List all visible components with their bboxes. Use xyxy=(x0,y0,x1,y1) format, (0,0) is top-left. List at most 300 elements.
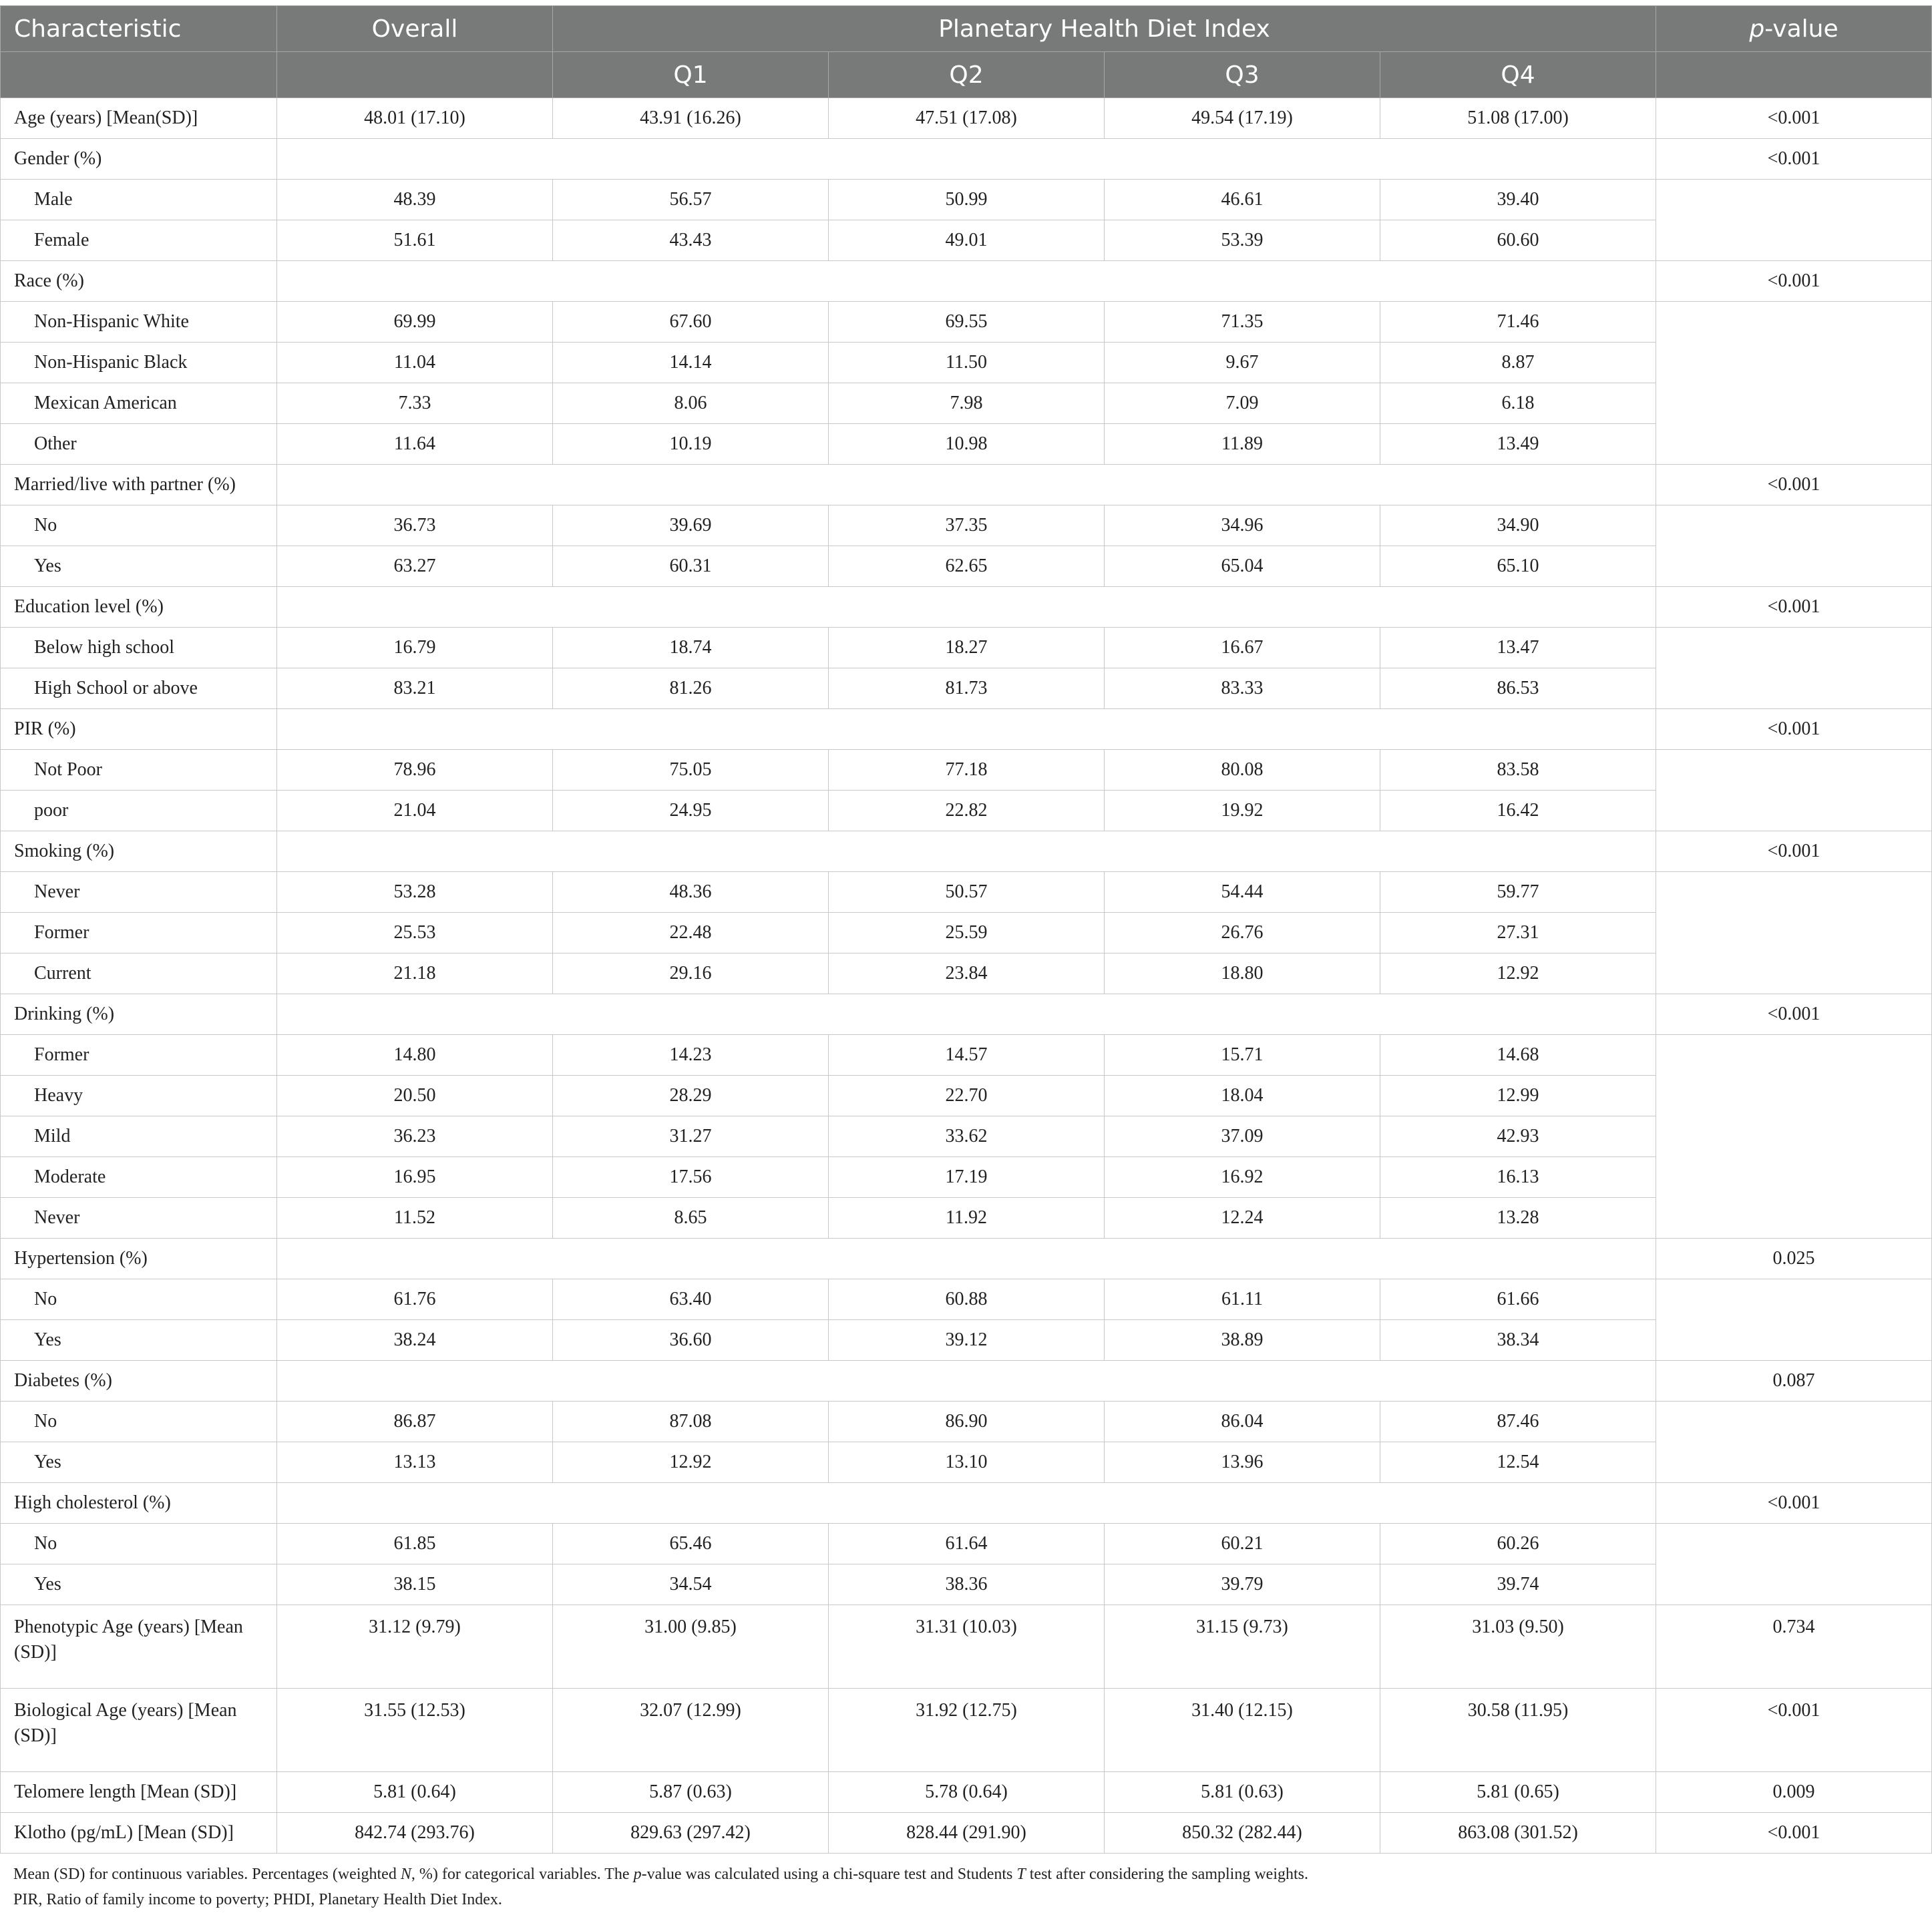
header-blank-2 xyxy=(277,52,553,98)
group-row xyxy=(1,709,1932,750)
group-blank-cell xyxy=(277,1239,1656,1279)
q3-cell: 12.24 xyxy=(1105,1198,1380,1239)
q4-cell: 6.18 xyxy=(1380,383,1656,424)
q4-cell: 86.53 xyxy=(1380,668,1656,709)
header-q4: Q4 xyxy=(1380,52,1656,98)
overall-cell: 63.27 xyxy=(277,546,553,587)
q3-cell: 19.92 xyxy=(1105,791,1380,831)
q1-cell: 63.40 xyxy=(553,1279,829,1320)
q1-cell: 8.06 xyxy=(553,383,829,424)
row-label: Moderate xyxy=(1,1157,277,1198)
row-label: Male xyxy=(1,180,277,220)
q4-cell: 12.54 xyxy=(1380,1442,1656,1483)
q2-cell: 25.59 xyxy=(829,913,1105,953)
q2-cell: 60.88 xyxy=(829,1279,1105,1320)
table-row xyxy=(1,1564,1932,1605)
q1-cell: 14.23 xyxy=(553,1035,829,1076)
q4-cell: 13.47 xyxy=(1380,628,1656,668)
row-label: Age (years) [Mean(SD)] xyxy=(1,98,277,139)
table-row xyxy=(1,220,1932,261)
q2-cell: 18.27 xyxy=(829,628,1105,668)
table-row xyxy=(1,424,1932,465)
q2-cell: 49.01 xyxy=(829,220,1105,261)
q1-cell: 5.87 (0.63) xyxy=(553,1772,829,1813)
p-value-cell: <0.001 xyxy=(1656,994,1932,1035)
q1-cell: 34.54 xyxy=(553,1564,829,1605)
q4-cell: 38.34 xyxy=(1380,1320,1656,1361)
group-blank-cell xyxy=(277,1483,1656,1524)
q2-cell: 828.44 (291.90) xyxy=(829,1813,1105,1854)
header-row-1 xyxy=(1,6,1932,52)
table-row xyxy=(1,913,1932,953)
q1-cell: 14.14 xyxy=(553,343,829,383)
table-row xyxy=(1,1524,1932,1564)
table-row xyxy=(1,628,1932,668)
q1-cell: 12.92 xyxy=(553,1442,829,1483)
overall-cell: 51.61 xyxy=(277,220,553,261)
q3-cell: 5.81 (0.63) xyxy=(1105,1772,1380,1813)
table-body xyxy=(1,98,1932,1854)
p-value-blank xyxy=(1656,1524,1932,1605)
footnote-italic-p: p xyxy=(634,1866,642,1883)
row-label: No xyxy=(1,1279,277,1320)
row-label: Female xyxy=(1,220,277,261)
q1-cell: 32.07 (12.99) xyxy=(553,1689,829,1772)
row-label: High cholesterol (%) xyxy=(1,1483,277,1524)
q1-cell: 31.00 (9.85) xyxy=(553,1605,829,1689)
q3-cell: 850.32 (282.44) xyxy=(1105,1813,1380,1854)
q3-cell: 37.09 xyxy=(1105,1116,1380,1157)
q4-cell: 59.77 xyxy=(1380,872,1656,913)
footnote-italic-t: T xyxy=(1016,1866,1025,1883)
q2-cell: 77.18 xyxy=(829,750,1105,791)
footnote-text: test after considering the sampling weights. xyxy=(1026,1866,1308,1883)
p-value-blank xyxy=(1656,302,1932,465)
q4-cell: 8.87 xyxy=(1380,343,1656,383)
overall-cell: 69.99 xyxy=(277,302,553,343)
q2-cell: 38.36 xyxy=(829,1564,1105,1605)
q3-cell: 16.92 xyxy=(1105,1157,1380,1198)
q1-cell: 28.29 xyxy=(553,1076,829,1116)
q3-cell: 31.15 (9.73) xyxy=(1105,1605,1380,1689)
header-row-2 xyxy=(1,52,1932,98)
row-label: Yes xyxy=(1,1442,277,1483)
q3-cell: 39.79 xyxy=(1105,1564,1380,1605)
header-overall: Overall xyxy=(277,6,553,52)
q1-cell: 43.91 (16.26) xyxy=(553,98,829,139)
overall-cell: 61.85 xyxy=(277,1524,553,1564)
q4-cell: 863.08 (301.52) xyxy=(1380,1813,1656,1854)
q4-cell: 34.90 xyxy=(1380,505,1656,546)
overall-cell: 14.80 xyxy=(277,1035,553,1076)
table-row xyxy=(1,546,1932,587)
row-label: Married/live with partner (%) xyxy=(1,465,277,505)
overall-cell: 7.33 xyxy=(277,383,553,424)
q4-cell: 16.13 xyxy=(1380,1157,1656,1198)
row-label: High School or above xyxy=(1,668,277,709)
row-label: Other xyxy=(1,424,277,465)
group-row xyxy=(1,465,1932,505)
q3-cell: 11.89 xyxy=(1105,424,1380,465)
row-label: Former xyxy=(1,913,277,953)
q3-cell: 18.04 xyxy=(1105,1076,1380,1116)
q3-cell: 15.71 xyxy=(1105,1035,1380,1076)
q3-cell: 71.35 xyxy=(1105,302,1380,343)
q2-cell: 47.51 (17.08) xyxy=(829,98,1105,139)
table-row xyxy=(1,1279,1932,1320)
footnote-text: -value was calculated using a chi-square test and Students xyxy=(642,1866,1017,1883)
overall-cell: 20.50 xyxy=(277,1076,553,1116)
q2-cell: 14.57 xyxy=(829,1035,1105,1076)
header-q3: Q3 xyxy=(1105,52,1380,98)
footnote-text: Mean (SD) for continuous variables. Percentages (weighted xyxy=(13,1866,401,1883)
row-label: Hypertension (%) xyxy=(1,1239,277,1279)
footnote-text: , %) for categorical variables. The xyxy=(411,1866,634,1883)
overall-cell: 78.96 xyxy=(277,750,553,791)
overall-cell: 21.18 xyxy=(277,953,553,994)
q4-cell: 61.66 xyxy=(1380,1279,1656,1320)
row-label: No xyxy=(1,1402,277,1442)
header-p-value xyxy=(1656,6,1932,52)
overall-cell: 61.76 xyxy=(277,1279,553,1320)
q4-cell: 13.49 xyxy=(1380,424,1656,465)
p-value-cell: <0.001 xyxy=(1656,261,1932,302)
q4-cell: 12.99 xyxy=(1380,1076,1656,1116)
overall-cell: 48.39 xyxy=(277,180,553,220)
p-value-blank xyxy=(1656,180,1932,261)
p-value-cell: <0.001 xyxy=(1656,1483,1932,1524)
group-row xyxy=(1,1483,1932,1524)
p-value-cell: <0.001 xyxy=(1656,98,1932,139)
footnote-italic-n: N xyxy=(401,1866,411,1883)
group-blank-cell xyxy=(277,709,1656,750)
header-q2: Q2 xyxy=(829,52,1105,98)
q2-cell: 11.50 xyxy=(829,343,1105,383)
overall-cell: 31.55 (12.53) xyxy=(277,1689,553,1772)
q3-cell: 31.40 (12.15) xyxy=(1105,1689,1380,1772)
row-label: Mild xyxy=(1,1116,277,1157)
overall-cell: 86.87 xyxy=(277,1402,553,1442)
table-row xyxy=(1,1402,1932,1442)
q2-cell: 33.62 xyxy=(829,1116,1105,1157)
q1-cell: 81.26 xyxy=(553,668,829,709)
q2-cell: 37.35 xyxy=(829,505,1105,546)
q2-cell: 39.12 xyxy=(829,1320,1105,1361)
q4-cell: 13.28 xyxy=(1380,1198,1656,1239)
row-label: Smoking (%) xyxy=(1,831,277,872)
footnote-line-1 xyxy=(13,1862,1919,1887)
p-value-cell: <0.001 xyxy=(1656,831,1932,872)
q2-cell: 31.31 (10.03) xyxy=(829,1605,1105,1689)
table-row xyxy=(1,791,1932,831)
row-label: Current xyxy=(1,953,277,994)
p-value-cell: <0.001 xyxy=(1656,709,1932,750)
row-label: Former xyxy=(1,1035,277,1076)
table-row xyxy=(1,343,1932,383)
q1-cell: 48.36 xyxy=(553,872,829,913)
q2-cell: 61.64 xyxy=(829,1524,1105,1564)
row-label: Klotho (pg/mL) [Mean (SD)] xyxy=(1,1813,277,1854)
group-blank-cell xyxy=(277,994,1656,1035)
group-row xyxy=(1,261,1932,302)
q3-cell: 7.09 xyxy=(1105,383,1380,424)
q4-cell: 12.92 xyxy=(1380,953,1656,994)
header-q1: Q1 xyxy=(553,52,829,98)
table-row xyxy=(1,98,1932,139)
q4-cell: 5.81 (0.65) xyxy=(1380,1772,1656,1813)
characteristics-table xyxy=(0,5,1932,1854)
q1-cell: 87.08 xyxy=(553,1402,829,1442)
table-row xyxy=(1,383,1932,424)
q2-cell: 13.10 xyxy=(829,1442,1105,1483)
row-label: Never xyxy=(1,872,277,913)
q1-cell: 60.31 xyxy=(553,546,829,587)
overall-cell: 13.13 xyxy=(277,1442,553,1483)
p-value-blank xyxy=(1656,505,1932,587)
row-label: Diabetes (%) xyxy=(1,1361,277,1402)
overall-cell: 36.23 xyxy=(277,1116,553,1157)
q4-cell: 14.68 xyxy=(1380,1035,1656,1076)
table-row xyxy=(1,1076,1932,1116)
p-value-cell: <0.001 xyxy=(1656,465,1932,505)
q4-cell: 71.46 xyxy=(1380,302,1656,343)
q4-cell: 42.93 xyxy=(1380,1116,1656,1157)
group-blank-cell xyxy=(277,261,1656,302)
q3-cell: 53.39 xyxy=(1105,220,1380,261)
row-label: No xyxy=(1,1524,277,1564)
q2-cell: 31.92 (12.75) xyxy=(829,1689,1105,1772)
q4-cell: 27.31 xyxy=(1380,913,1656,953)
q2-cell: 86.90 xyxy=(829,1402,1105,1442)
row-label: Yes xyxy=(1,1320,277,1361)
p-value-blank xyxy=(1656,1279,1932,1361)
p-value-cell: <0.001 xyxy=(1656,139,1932,180)
row-label: Heavy xyxy=(1,1076,277,1116)
row-label: Education level (%) xyxy=(1,587,277,628)
overall-cell: 83.21 xyxy=(277,668,553,709)
q1-cell: 10.19 xyxy=(553,424,829,465)
p-value-blank xyxy=(1656,1402,1932,1483)
row-label: Yes xyxy=(1,1564,277,1605)
row-label: Non-Hispanic Black xyxy=(1,343,277,383)
header-characteristic: Characteristic xyxy=(1,6,277,52)
q3-cell: 65.04 xyxy=(1105,546,1380,587)
row-label: Biological Age (years) [Mean (SD)] xyxy=(1,1689,277,1772)
table-row xyxy=(1,668,1932,709)
q3-cell: 16.67 xyxy=(1105,628,1380,668)
table-row xyxy=(1,1605,1932,1689)
q4-cell: 65.10 xyxy=(1380,546,1656,587)
p-value-cell: 0.025 xyxy=(1656,1239,1932,1279)
p-value-cell: 0.009 xyxy=(1656,1772,1932,1813)
overall-cell: 38.24 xyxy=(277,1320,553,1361)
q3-cell: 49.54 (17.19) xyxy=(1105,98,1380,139)
q4-cell: 60.60 xyxy=(1380,220,1656,261)
table-row xyxy=(1,505,1932,546)
q4-cell: 83.58 xyxy=(1380,750,1656,791)
q1-cell: 65.46 xyxy=(553,1524,829,1564)
q1-cell: 22.48 xyxy=(553,913,829,953)
q4-cell: 39.40 xyxy=(1380,180,1656,220)
overall-cell: 31.12 (9.79) xyxy=(277,1605,553,1689)
q1-cell: 56.57 xyxy=(553,180,829,220)
q1-cell: 39.69 xyxy=(553,505,829,546)
q1-cell: 75.05 xyxy=(553,750,829,791)
table-row xyxy=(1,1689,1932,1772)
group-blank-cell xyxy=(277,465,1656,505)
q2-cell: 17.19 xyxy=(829,1157,1105,1198)
q3-cell: 34.96 xyxy=(1105,505,1380,546)
header-blank-1 xyxy=(1,52,277,98)
row-label: Below high school xyxy=(1,628,277,668)
group-blank-cell xyxy=(277,1361,1656,1402)
p-value-cell: <0.001 xyxy=(1656,587,1932,628)
row-label: Mexican American xyxy=(1,383,277,424)
group-blank-cell xyxy=(277,139,1656,180)
q1-cell: 829.63 (297.42) xyxy=(553,1813,829,1854)
q1-cell: 67.60 xyxy=(553,302,829,343)
q2-cell: 22.70 xyxy=(829,1076,1105,1116)
q2-cell: 22.82 xyxy=(829,791,1105,831)
overall-cell: 11.64 xyxy=(277,424,553,465)
p-value-cell: <0.001 xyxy=(1656,1813,1932,1854)
q2-cell: 69.55 xyxy=(829,302,1105,343)
header-blank-3 xyxy=(1656,52,1932,98)
table-row xyxy=(1,1442,1932,1483)
table-row xyxy=(1,180,1932,220)
row-label: PIR (%) xyxy=(1,709,277,750)
group-row xyxy=(1,139,1932,180)
p-value-blank xyxy=(1656,628,1932,709)
table-row xyxy=(1,872,1932,913)
overall-cell: 11.52 xyxy=(277,1198,553,1239)
row-label: Never xyxy=(1,1198,277,1239)
overall-cell: 25.53 xyxy=(277,913,553,953)
row-label: Not Poor xyxy=(1,750,277,791)
q1-cell: 31.27 xyxy=(553,1116,829,1157)
header-p-italic: p xyxy=(1749,15,1764,43)
overall-cell: 36.73 xyxy=(277,505,553,546)
table-row xyxy=(1,1116,1932,1157)
row-label: Race (%) xyxy=(1,261,277,302)
q4-cell: 87.46 xyxy=(1380,1402,1656,1442)
q2-cell: 11.92 xyxy=(829,1198,1105,1239)
overall-cell: 53.28 xyxy=(277,872,553,913)
q4-cell: 16.42 xyxy=(1380,791,1656,831)
q3-cell: 61.11 xyxy=(1105,1279,1380,1320)
overall-cell: 842.74 (293.76) xyxy=(277,1813,553,1854)
group-row xyxy=(1,994,1932,1035)
group-blank-cell xyxy=(277,587,1656,628)
row-label: poor xyxy=(1,791,277,831)
q3-cell: 83.33 xyxy=(1105,668,1380,709)
q4-cell: 39.74 xyxy=(1380,1564,1656,1605)
q2-cell: 50.57 xyxy=(829,872,1105,913)
q2-cell: 5.78 (0.64) xyxy=(829,1772,1105,1813)
table-container xyxy=(0,5,1932,1913)
table-row xyxy=(1,1320,1932,1361)
p-value-blank xyxy=(1656,750,1932,831)
q3-cell: 9.67 xyxy=(1105,343,1380,383)
q4-cell: 31.03 (9.50) xyxy=(1380,1605,1656,1689)
group-row xyxy=(1,831,1932,872)
q3-cell: 13.96 xyxy=(1105,1442,1380,1483)
table-row xyxy=(1,1035,1932,1076)
row-label: Non-Hispanic White xyxy=(1,302,277,343)
table-row xyxy=(1,1157,1932,1198)
q3-cell: 60.21 xyxy=(1105,1524,1380,1564)
q2-cell: 62.65 xyxy=(829,546,1105,587)
p-value-blank xyxy=(1656,872,1932,994)
q3-cell: 86.04 xyxy=(1105,1402,1380,1442)
q3-cell: 26.76 xyxy=(1105,913,1380,953)
overall-cell: 38.15 xyxy=(277,1564,553,1605)
table-row xyxy=(1,1198,1932,1239)
q2-cell: 7.98 xyxy=(829,383,1105,424)
q3-cell: 80.08 xyxy=(1105,750,1380,791)
q3-cell: 54.44 xyxy=(1105,872,1380,913)
overall-cell: 16.95 xyxy=(277,1157,553,1198)
q3-cell: 18.80 xyxy=(1105,953,1380,994)
q3-cell: 46.61 xyxy=(1105,180,1380,220)
q1-cell: 18.74 xyxy=(553,628,829,668)
q1-cell: 43.43 xyxy=(553,220,829,261)
group-row xyxy=(1,1361,1932,1402)
overall-cell: 5.81 (0.64) xyxy=(277,1772,553,1813)
q4-cell: 51.08 (17.00) xyxy=(1380,98,1656,139)
row-label: Phenotypic Age (years) [Mean (SD)] xyxy=(1,1605,277,1689)
overall-cell: 21.04 xyxy=(277,791,553,831)
q2-cell: 81.73 xyxy=(829,668,1105,709)
q1-cell: 17.56 xyxy=(553,1157,829,1198)
group-blank-cell xyxy=(277,831,1656,872)
p-value-blank xyxy=(1656,1035,1932,1239)
overall-cell: 16.79 xyxy=(277,628,553,668)
row-label: Yes xyxy=(1,546,277,587)
q1-cell: 29.16 xyxy=(553,953,829,994)
q1-cell: 36.60 xyxy=(553,1320,829,1361)
q1-cell: 8.65 xyxy=(553,1198,829,1239)
header-p-suffix: -value xyxy=(1764,15,1838,43)
p-value-cell: <0.001 xyxy=(1656,1689,1932,1772)
overall-cell: 11.04 xyxy=(277,343,553,383)
row-label: Drinking (%) xyxy=(1,994,277,1035)
table-row xyxy=(1,750,1932,791)
q4-cell: 30.58 (11.95) xyxy=(1380,1689,1656,1772)
group-row xyxy=(1,1239,1932,1279)
row-label: No xyxy=(1,505,277,546)
header-phdi: Planetary Health Diet Index xyxy=(553,6,1656,52)
row-label: Gender (%) xyxy=(1,139,277,180)
group-row xyxy=(1,587,1932,628)
table-row xyxy=(1,953,1932,994)
table-row xyxy=(1,1772,1932,1813)
table-row xyxy=(1,302,1932,343)
q2-cell: 50.99 xyxy=(829,180,1105,220)
p-value-cell: 0.734 xyxy=(1656,1605,1932,1689)
q2-cell: 10.98 xyxy=(829,424,1105,465)
table-footnote xyxy=(0,1854,1932,1913)
q1-cell: 24.95 xyxy=(553,791,829,831)
footnote-line-2: PIR, Ratio of family income to poverty; PHDI, Planetary Health Diet Index. xyxy=(13,1887,1919,1912)
table-row xyxy=(1,1813,1932,1854)
row-label: Telomere length [Mean (SD)] xyxy=(1,1772,277,1813)
overall-cell: 48.01 (17.10) xyxy=(277,98,553,139)
q2-cell: 23.84 xyxy=(829,953,1105,994)
q3-cell: 38.89 xyxy=(1105,1320,1380,1361)
q4-cell: 60.26 xyxy=(1380,1524,1656,1564)
p-value-cell: 0.087 xyxy=(1656,1361,1932,1402)
